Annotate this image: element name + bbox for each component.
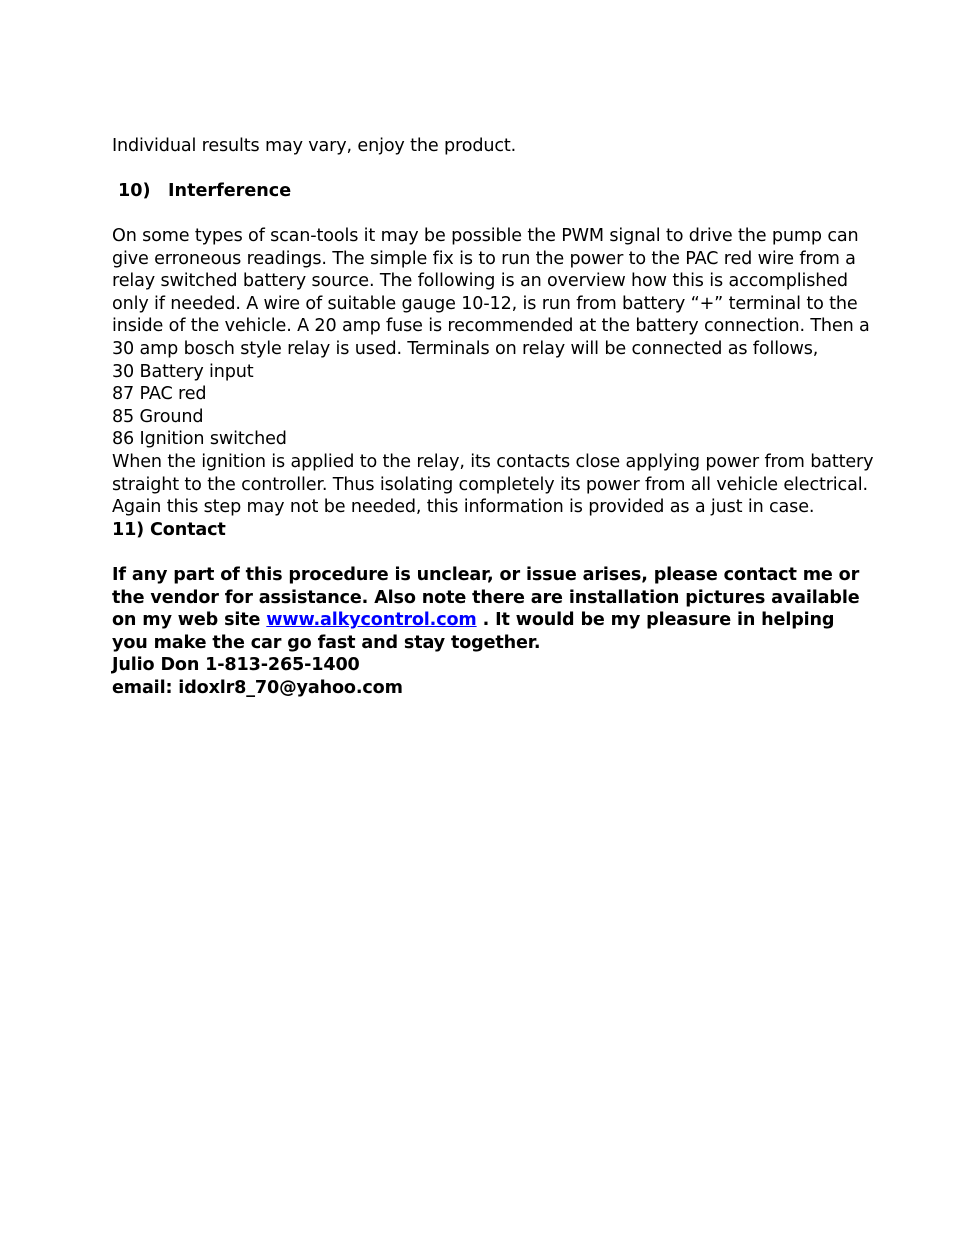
- closing-line: straight to the controller. Thus isolating completely its power from all vehicle electrical.: [112, 474, 868, 495]
- name-phone: Julio Don 1-813-265-1400: [112, 655, 360, 676]
- section-10-number: 10): [118, 181, 151, 201]
- paragraph-line: inside of the vehicle. A 20 amp fuse is recommended at the battery connection. Then a: [112, 316, 870, 337]
- terminal-item: 30 Battery input: [112, 361, 254, 382]
- website-link[interactable]: www.alkycontrol.com: [266, 610, 477, 631]
- paragraph-line: On some types of scan-tools it may be possible the PWM signal to drive the pump can: [112, 226, 859, 246]
- section-11-heading: 11) Contact: [112, 519, 226, 540]
- contact-line: If any part of this procedure is unclear, or issue arises, please contact me or: [112, 565, 860, 585]
- closing-line: Again this step may not be needed, this information is provided as a just in case.: [112, 497, 815, 518]
- link-prefix: on my web site: [112, 610, 267, 631]
- email-line: email: idoxlr8_70@yahoo.com: [112, 677, 403, 698]
- paragraph-line: 30 amp bosch style relay is used. Terminals on relay will be connected as follows,: [112, 338, 819, 359]
- intro-line: Individual results may vary, enjoy the product.: [112, 136, 517, 156]
- section-10-title: Interference: [168, 181, 292, 201]
- section-10-body: [112, 225, 874, 541]
- terminal-item: 86 Ignition switched: [112, 429, 287, 450]
- terminal-item: 87 PAC red: [112, 384, 207, 405]
- paragraph-line: relay switched battery source. The following is an overview how this is accomplished: [112, 271, 848, 292]
- paragraph-line: give erroneous readings. The simple fix is to run the power to the PAC red wire from a: [112, 248, 856, 269]
- terminal-item: 85 Ground: [112, 406, 204, 427]
- closing-line: When the ignition is applied to the relay, its contacts close applying power from battery: [112, 451, 874, 472]
- contact-line: the vendor for assistance. Also note there are installation pictures available: [112, 587, 860, 608]
- contact-link-line: [112, 609, 852, 632]
- link-suffix: . It would be my pleasure in helping: [476, 610, 835, 631]
- section-11-body: [112, 564, 860, 700]
- intro-block: [112, 135, 852, 158]
- contact-line: you make the car go fast and stay together.: [112, 632, 541, 653]
- paragraph-line: only if needed. A wire of suitable gauge 10-12, is run from battery “+” terminal to the: [112, 293, 858, 314]
- section-10-heading: [118, 180, 291, 203]
